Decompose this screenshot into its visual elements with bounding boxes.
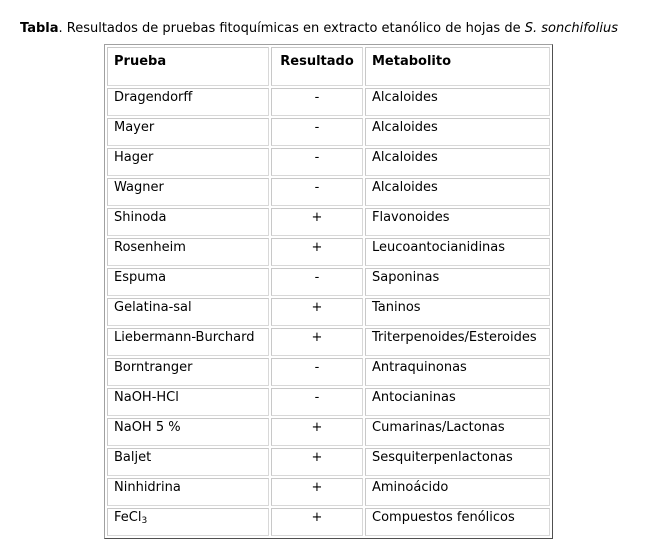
cell-prueba [107,148,269,176]
table-row [107,148,550,176]
cell-metabolito: Alcaloides [365,148,550,176]
table-row [107,178,550,206]
cell-metabolito: Alcaloides [365,88,550,116]
table-row [107,268,550,296]
cell-prueba [107,178,269,206]
cell-metabolito: Cumarinas/Lactonas [365,418,550,446]
table-row [107,328,550,356]
prueba-text: Borntranger [114,360,193,375]
cell-prueba [107,328,269,356]
table-row [107,208,550,236]
prueba-text: Shinoda [114,210,167,225]
prueba-text: NaOH-HCl [114,390,179,405]
cell-prueba [107,388,269,416]
cell-resultado: - [271,268,363,296]
prueba-text: Dragendorff [114,90,193,105]
cell-metabolito: Alcaloides [365,118,550,146]
cell-prueba [107,268,269,296]
table-body [107,88,550,536]
header-resultado: Resultado [271,47,363,86]
cell-resultado: + [271,478,363,506]
cell-resultado: + [271,328,363,356]
table-row [107,418,550,446]
cell-prueba [107,448,269,476]
prueba-text: Wagner [114,180,164,195]
prueba-text: Hager [114,150,154,165]
prueba-text: Rosenheim [114,240,186,255]
prueba-text: FeCl [114,510,142,525]
table-header [107,47,550,86]
cell-prueba [107,208,269,236]
table-row [107,388,550,416]
cell-metabolito: Sesquiterpenlactonas [365,448,550,476]
cell-resultado: + [271,208,363,236]
cell-resultado: - [271,388,363,416]
table-row [107,448,550,476]
cell-resultado: + [271,508,363,536]
cell-metabolito: Taninos [365,298,550,326]
cell-metabolito: Alcaloides [365,178,550,206]
cell-resultado: - [271,118,363,146]
cell-prueba [107,508,269,536]
cell-prueba [107,88,269,116]
cell-resultado: - [271,358,363,386]
table-caption [20,21,618,37]
table-row [107,298,550,326]
cell-resultado: - [271,178,363,206]
prueba-subscript: 3 [141,516,148,526]
cell-resultado: + [271,448,363,476]
cell-prueba [107,418,269,446]
cell-metabolito: Aminoácido [365,478,550,506]
cell-prueba [107,298,269,326]
header-metabolito: Metabolito [365,47,550,86]
prueba-text: NaOH 5 % [114,420,181,435]
caption-text: . Resultados de pruebas fitoquímicas en extracto etanólico de hojas de [58,21,525,36]
prueba-text: Mayer [114,120,155,135]
caption-lead: Tabla [20,21,59,36]
table-row [107,478,550,506]
cell-resultado: - [271,88,363,116]
cell-prueba [107,238,269,266]
cell-prueba [107,358,269,386]
cell-metabolito: Flavonoides [365,208,550,236]
table-row [107,88,550,116]
caption-species: S. sonchifolius [524,21,618,36]
cell-resultado: + [271,418,363,446]
prueba-text: Espuma [114,270,167,285]
cell-metabolito: Saponinas [365,268,550,296]
cell-prueba [107,478,269,506]
prueba-text: Liebermann-Burchard [114,330,255,345]
prueba-text: Ninhidrina [114,480,181,495]
header-row [107,47,550,86]
prueba-text: Baljet [114,450,152,465]
table-row [107,118,550,146]
cell-resultado: - [271,148,363,176]
results-table [104,44,553,539]
cell-resultado: + [271,298,363,326]
cell-resultado: + [271,238,363,266]
table-row [107,358,550,386]
table-row [107,238,550,266]
cell-prueba [107,118,269,146]
cell-metabolito: Compuestos fenólicos [365,508,550,536]
table-row [107,508,550,536]
cell-metabolito: Antraquinonas [365,358,550,386]
header-prueba: Prueba [107,47,269,86]
prueba-text: Gelatina-sal [114,300,192,315]
cell-metabolito: Antocianinas [365,388,550,416]
cell-metabolito: Leucoantocianidinas [365,238,550,266]
cell-metabolito: Triterpenoides/Esteroides [365,328,550,356]
